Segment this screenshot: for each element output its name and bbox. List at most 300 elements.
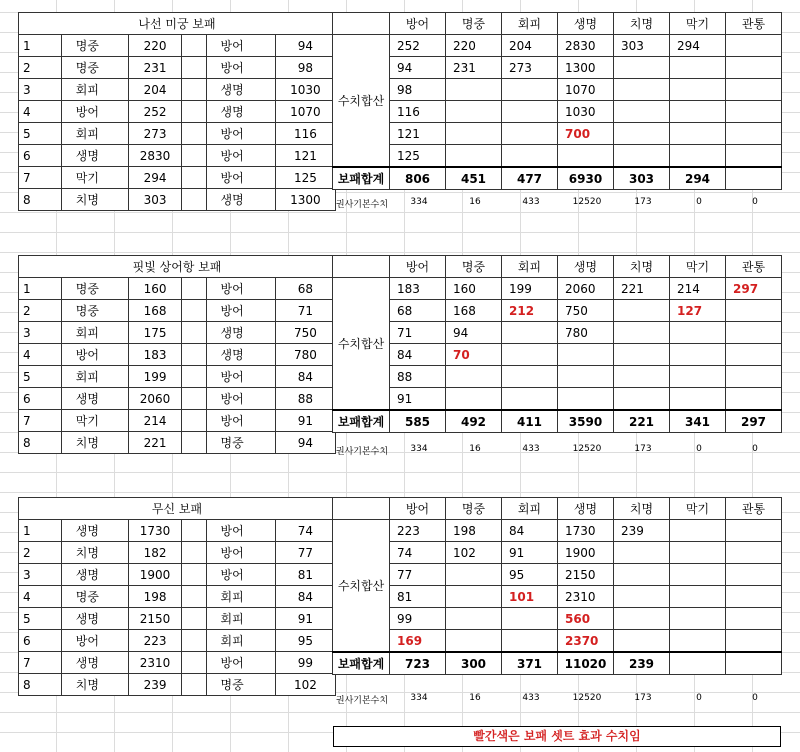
summary-cell — [726, 101, 782, 123]
summary-cell: 223 — [390, 520, 446, 542]
summary-row — [333, 608, 782, 630]
summary-row — [333, 586, 782, 608]
item-substat-name: 방어 — [206, 278, 275, 300]
summary-row — [333, 79, 782, 101]
item-table — [18, 12, 336, 211]
base-label: 권사기본수치 — [335, 696, 389, 706]
summary-cell: 700 — [558, 123, 614, 145]
summary-cell: 212 — [502, 300, 558, 322]
base-value: 0 — [696, 197, 702, 207]
item-substat-name: 생명 — [206, 79, 275, 101]
summary-cell — [446, 388, 502, 411]
summary-cell — [502, 608, 558, 630]
summary-cell — [614, 123, 670, 145]
base-value: 173 — [634, 444, 652, 454]
item-gap — [182, 564, 206, 586]
summary-cell — [726, 586, 782, 608]
summary-cell: 183 — [390, 278, 446, 300]
item-gap — [182, 300, 206, 322]
item-stat-name: 명중 — [61, 57, 128, 79]
summary-cell — [502, 322, 558, 344]
summary-cell — [726, 57, 782, 79]
item-substat-value: 74 — [275, 520, 335, 542]
item-substat-value: 81 — [275, 564, 335, 586]
summary-cell — [726, 366, 782, 388]
item-stat-value: 2310 — [129, 652, 182, 674]
item-substat-value: 780 — [275, 344, 335, 366]
total-label: 보패합계 — [333, 652, 390, 675]
total-cell: 477 — [502, 167, 558, 190]
item-stat-name: 방어 — [61, 630, 128, 652]
item-substat-name: 방어 — [206, 57, 275, 79]
summary-cell — [670, 542, 726, 564]
item-gap — [182, 189, 206, 211]
summary-cell: 2150 — [558, 564, 614, 586]
item-substat-value: 125 — [275, 167, 335, 189]
summary-cell — [670, 388, 726, 411]
item-substat-value: 102 — [275, 674, 335, 696]
summary-cell — [670, 344, 726, 366]
base-value: 433 — [522, 197, 540, 207]
total-cell: 300 — [446, 652, 502, 675]
summary-cell — [726, 542, 782, 564]
summary-cell: 220 — [446, 35, 502, 57]
sum-label: 수치합산 — [333, 520, 390, 653]
item-substat-value: 84 — [275, 366, 335, 388]
item-stat-name: 생명 — [61, 652, 128, 674]
summary-cell: 99 — [390, 608, 446, 630]
summary-header-row — [333, 13, 782, 35]
summary-cell — [446, 123, 502, 145]
base-value: 0 — [752, 444, 758, 454]
item-substat-value: 1030 — [275, 79, 335, 101]
item-stat-name: 회피 — [61, 79, 128, 101]
item-number: 6 — [19, 145, 62, 167]
item-stat-name: 생명 — [61, 388, 128, 410]
total-label: 보패합계 — [333, 410, 390, 433]
item-substat-name: 생명 — [206, 344, 275, 366]
item-stat-value: 223 — [129, 630, 182, 652]
summary-cell — [726, 123, 782, 145]
summary-cell: 1030 — [558, 101, 614, 123]
item-stat-value: 1900 — [129, 564, 182, 586]
summary-cell — [502, 123, 558, 145]
item-substat-value: 91 — [275, 410, 335, 432]
item-number: 3 — [19, 79, 62, 101]
summary-cell: 81 — [390, 586, 446, 608]
stat-header: 생명 — [558, 13, 614, 35]
summary-cell — [614, 564, 670, 586]
stat-header: 방어 — [390, 498, 446, 520]
base-value: 16 — [469, 444, 481, 454]
item-stat-value: 2060 — [129, 388, 182, 410]
summary-cell: 98 — [390, 79, 446, 101]
summary-cell: 273 — [502, 57, 558, 79]
item-gap — [182, 57, 206, 79]
summary-cell — [446, 608, 502, 630]
summary-cell: 88 — [390, 366, 446, 388]
header-corner — [333, 256, 390, 278]
item-substat-value: 750 — [275, 322, 335, 344]
item-substat-value: 68 — [275, 278, 335, 300]
item-row — [19, 101, 336, 123]
summary-cell — [502, 145, 558, 168]
summary-row — [333, 145, 782, 168]
summary-table — [332, 255, 782, 433]
item-row — [19, 520, 336, 542]
item-row — [19, 57, 336, 79]
base-value: 173 — [634, 693, 652, 703]
summary-cell: 2830 — [558, 35, 614, 57]
summary-cell: 2310 — [558, 586, 614, 608]
item-number: 2 — [19, 57, 62, 79]
summary-cell — [670, 520, 726, 542]
item-stat-name: 명중 — [61, 278, 128, 300]
item-row — [19, 630, 336, 652]
item-substat-name: 생명 — [206, 322, 275, 344]
stat-header: 막기 — [670, 13, 726, 35]
header-corner — [333, 498, 390, 520]
item-row — [19, 344, 336, 366]
item-stat-name: 치명 — [61, 542, 128, 564]
summary-row — [333, 564, 782, 586]
stat-header: 명중 — [446, 13, 502, 35]
item-stat-value: 252 — [129, 101, 182, 123]
item-gap — [182, 145, 206, 167]
item-substat-value: 95 — [275, 630, 335, 652]
item-table — [18, 497, 336, 696]
item-row — [19, 322, 336, 344]
item-stat-name: 치명 — [61, 189, 128, 211]
item-number: 5 — [19, 608, 62, 630]
item-stat-value: 214 — [129, 410, 182, 432]
total-row — [333, 410, 782, 433]
item-gap — [182, 586, 206, 608]
summary-cell: 780 — [558, 322, 614, 344]
summary-cell: 74 — [390, 542, 446, 564]
item-stat-value: 2150 — [129, 608, 182, 630]
stat-header: 치명 — [614, 256, 670, 278]
item-gap — [182, 520, 206, 542]
item-row — [19, 145, 336, 167]
base-value: 433 — [522, 444, 540, 454]
base-label: 권사기본수치 — [335, 200, 389, 210]
base-stats-row — [333, 444, 783, 457]
summary-cell: 214 — [670, 278, 726, 300]
item-stat-name: 치명 — [61, 432, 128, 454]
item-substat-value: 77 — [275, 542, 335, 564]
summary-cell: 70 — [446, 344, 502, 366]
item-row — [19, 189, 336, 211]
set-title: 무신 보패 — [19, 498, 336, 520]
summary-cell — [614, 57, 670, 79]
total-cell — [726, 167, 782, 190]
item-substat-value: 94 — [275, 432, 335, 454]
summary-cell: 94 — [446, 322, 502, 344]
item-substat-name: 생명 — [206, 101, 275, 123]
item-substat-name: 방어 — [206, 145, 275, 167]
item-number: 4 — [19, 101, 62, 123]
stat-header: 생명 — [558, 498, 614, 520]
item-row — [19, 278, 336, 300]
item-number: 5 — [19, 123, 62, 145]
item-substat-value: 91 — [275, 608, 335, 630]
item-gap — [182, 674, 206, 696]
summary-cell: 116 — [390, 101, 446, 123]
item-number: 6 — [19, 630, 62, 652]
stat-header: 생명 — [558, 256, 614, 278]
summary-cell — [670, 586, 726, 608]
base-value: 0 — [696, 444, 702, 454]
item-stat-value: 199 — [129, 366, 182, 388]
base-value: 0 — [752, 693, 758, 703]
item-stat-value: 239 — [129, 674, 182, 696]
item-stat-name: 막기 — [61, 410, 128, 432]
item-stat-name: 막기 — [61, 167, 128, 189]
summary-cell — [446, 630, 502, 653]
summary-cell: 1900 — [558, 542, 614, 564]
summary-cell — [670, 145, 726, 168]
sum-label: 수치합산 — [333, 35, 390, 168]
item-substat-value: 116 — [275, 123, 335, 145]
item-stat-value: 168 — [129, 300, 182, 322]
item-gap — [182, 322, 206, 344]
item-number: 8 — [19, 189, 62, 211]
summary-cell: 2370 — [558, 630, 614, 653]
summary-cell: 168 — [446, 300, 502, 322]
summary-cell: 68 — [390, 300, 446, 322]
set-title: 나선 미궁 보패 — [19, 13, 336, 35]
summary-cell — [502, 344, 558, 366]
item-substat-name: 방어 — [206, 167, 275, 189]
summary-header-row — [333, 256, 782, 278]
summary-cell — [726, 520, 782, 542]
summary-row — [333, 520, 782, 542]
total-cell: 806 — [390, 167, 446, 190]
summary-cell: 1300 — [558, 57, 614, 79]
base-value: 16 — [469, 693, 481, 703]
item-number: 3 — [19, 564, 62, 586]
summary-cell — [726, 608, 782, 630]
summary-cell: 77 — [390, 564, 446, 586]
item-stat-name: 명중 — [61, 300, 128, 322]
total-cell: 341 — [670, 410, 726, 433]
summary-cell: 2060 — [558, 278, 614, 300]
total-cell: 221 — [614, 410, 670, 433]
summary-table — [332, 497, 782, 675]
item-gap — [182, 79, 206, 101]
summary-cell: 297 — [726, 278, 782, 300]
item-row — [19, 674, 336, 696]
summary-row — [333, 35, 782, 57]
item-substat-name: 방어 — [206, 564, 275, 586]
item-substat-name: 회피 — [206, 586, 275, 608]
summary-cell — [726, 300, 782, 322]
summary-cell — [614, 79, 670, 101]
item-gap — [182, 608, 206, 630]
item-number: 2 — [19, 542, 62, 564]
item-row — [19, 564, 336, 586]
summary-cell: 127 — [670, 300, 726, 322]
summary-header-row — [333, 498, 782, 520]
summary-cell — [502, 388, 558, 411]
item-substat-name: 명중 — [206, 674, 275, 696]
summary-cell — [614, 101, 670, 123]
summary-cell: 95 — [502, 564, 558, 586]
summary-row — [333, 388, 782, 411]
summary-cell — [502, 101, 558, 123]
summary-cell — [502, 79, 558, 101]
summary-cell: 1070 — [558, 79, 614, 101]
summary-cell: 91 — [390, 388, 446, 411]
item-number: 8 — [19, 674, 62, 696]
stat-header: 방어 — [390, 256, 446, 278]
summary-cell — [614, 586, 670, 608]
total-cell: 3590 — [558, 410, 614, 433]
summary-cell — [446, 101, 502, 123]
total-cell: 303 — [614, 167, 670, 190]
base-stats-row — [333, 693, 783, 706]
stat-header: 치명 — [614, 13, 670, 35]
summary-cell: 204 — [502, 35, 558, 57]
item-substat-name: 방어 — [206, 410, 275, 432]
summary-cell — [726, 630, 782, 653]
item-stat-value: 220 — [129, 35, 182, 57]
base-value: 0 — [696, 693, 702, 703]
item-stat-name: 회피 — [61, 123, 128, 145]
item-stat-value: 204 — [129, 79, 182, 101]
base-value: 173 — [634, 197, 652, 207]
item-stat-value: 160 — [129, 278, 182, 300]
item-row — [19, 652, 336, 674]
summary-cell — [726, 564, 782, 586]
item-substat-value: 1070 — [275, 101, 335, 123]
summary-cell: 231 — [446, 57, 502, 79]
item-substat-value: 71 — [275, 300, 335, 322]
footnote: 빨간색은 보패 셋트 효과 수치임 — [333, 726, 781, 747]
item-substat-value: 98 — [275, 57, 335, 79]
total-cell: 6930 — [558, 167, 614, 190]
item-number: 1 — [19, 520, 62, 542]
summary-cell — [670, 57, 726, 79]
stat-header: 관통 — [726, 13, 782, 35]
summary-cell: 101 — [502, 586, 558, 608]
item-row — [19, 35, 336, 57]
base-value: 0 — [752, 197, 758, 207]
summary-cell — [614, 322, 670, 344]
item-stat-value: 273 — [129, 123, 182, 145]
summary-cell: 91 — [502, 542, 558, 564]
total-cell: 239 — [614, 652, 670, 675]
item-number: 4 — [19, 586, 62, 608]
item-stat-name: 회피 — [61, 322, 128, 344]
total-cell: 297 — [726, 410, 782, 433]
summary-cell — [446, 586, 502, 608]
item-row — [19, 586, 336, 608]
item-stat-value: 175 — [129, 322, 182, 344]
item-gap — [182, 101, 206, 123]
summary-cell — [726, 344, 782, 366]
item-stat-value: 198 — [129, 586, 182, 608]
stat-header: 관통 — [726, 256, 782, 278]
item-row — [19, 608, 336, 630]
summary-cell: 198 — [446, 520, 502, 542]
item-stat-name: 명중 — [61, 35, 128, 57]
header-corner — [333, 13, 390, 35]
item-gap — [182, 432, 206, 454]
item-substat-name: 회피 — [206, 608, 275, 630]
summary-cell: 94 — [390, 57, 446, 79]
item-substat-name: 방어 — [206, 35, 275, 57]
summary-cell: 1730 — [558, 520, 614, 542]
total-cell — [726, 652, 782, 675]
summary-row — [333, 542, 782, 564]
total-cell: 371 — [502, 652, 558, 675]
summary-cell: 294 — [670, 35, 726, 57]
item-gap — [182, 167, 206, 189]
summary-cell: 252 — [390, 35, 446, 57]
item-row — [19, 123, 336, 145]
summary-table — [332, 12, 782, 190]
summary-cell — [670, 123, 726, 145]
item-number: 7 — [19, 652, 62, 674]
summary-cell — [670, 630, 726, 653]
summary-cell — [670, 79, 726, 101]
item-gap — [182, 35, 206, 57]
item-stat-value: 221 — [129, 432, 182, 454]
summary-cell — [558, 366, 614, 388]
summary-cell: 169 — [390, 630, 446, 653]
summary-cell — [614, 630, 670, 653]
item-table — [18, 255, 336, 454]
total-cell: 723 — [390, 652, 446, 675]
item-stat-name: 생명 — [61, 564, 128, 586]
summary-cell — [726, 322, 782, 344]
item-substat-value: 88 — [275, 388, 335, 410]
item-gap — [182, 278, 206, 300]
summary-cell — [726, 388, 782, 411]
stat-header: 회피 — [502, 13, 558, 35]
base-label: 권사기본수치 — [335, 447, 389, 457]
item-stat-name: 치명 — [61, 674, 128, 696]
total-cell: 411 — [502, 410, 558, 433]
base-value: 334 — [410, 693, 428, 703]
item-substat-value: 84 — [275, 586, 335, 608]
summary-row — [333, 366, 782, 388]
summary-cell: 84 — [502, 520, 558, 542]
summary-cell: 221 — [614, 278, 670, 300]
summary-cell — [446, 145, 502, 168]
stat-header: 관통 — [726, 498, 782, 520]
total-row — [333, 167, 782, 190]
stat-header: 명중 — [446, 498, 502, 520]
item-substat-name: 방어 — [206, 388, 275, 410]
summary-cell — [614, 388, 670, 411]
summary-cell — [446, 79, 502, 101]
summary-row — [333, 101, 782, 123]
summary-cell — [558, 344, 614, 366]
item-gap — [182, 630, 206, 652]
summary-cell: 71 — [390, 322, 446, 344]
base-value: 334 — [410, 444, 428, 454]
item-number: 6 — [19, 388, 62, 410]
item-table-title-row — [19, 498, 336, 520]
stat-header: 막기 — [670, 256, 726, 278]
summary-cell — [446, 564, 502, 586]
summary-cell: 750 — [558, 300, 614, 322]
stat-header: 막기 — [670, 498, 726, 520]
summary-cell — [502, 630, 558, 653]
